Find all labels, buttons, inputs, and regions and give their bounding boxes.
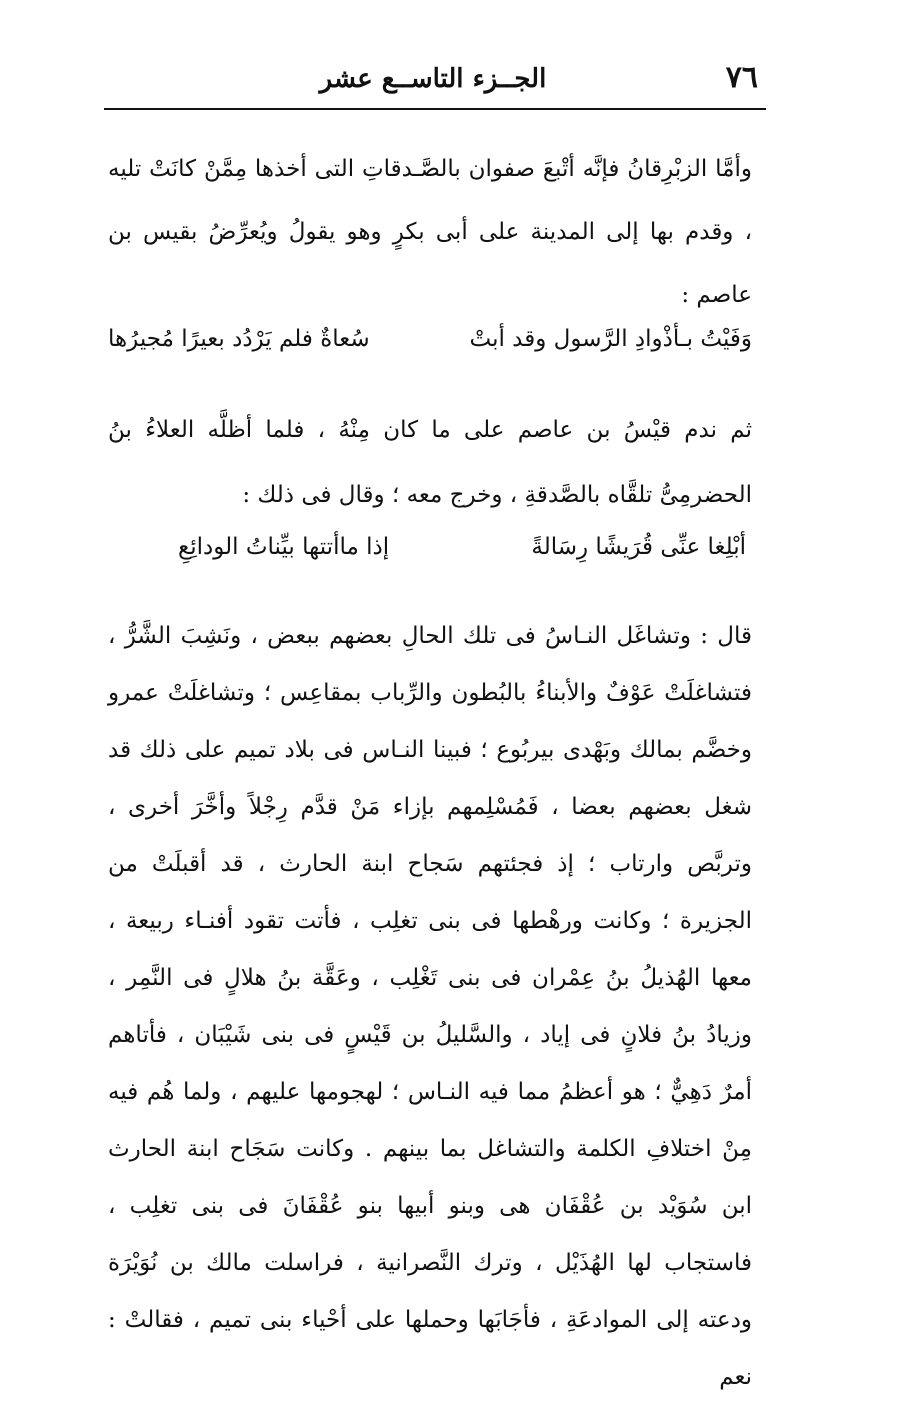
header-divider (104, 108, 766, 110)
paragraph-3: قال : وتشاغَل النـاسُ فى تلك الحالِ بعضهم ببعض ، ونَشِبَ الشَّرُّ ، فتشاغلَتْ عَوْفٌ والأبناءُ بالبُطون والرِّباب بمقاعِس ؛ وتشاغلَتْ عمرو وخضَّم بمالك وبَهْدى بيربُوع ؛ فبينا النـاس فى بلاد تميم على ذلك قد شغل بعضهم بعضا ، فَمُسْلِمهم بإزاء مَنْ قدَّم رِجْلاً وأخَّرَ أخرى ، وتربَّص وارتاب ؛ إذ فجئتهم سَجاح ابنة الحارث ، قد أقبلَتْ من الجزيرة ؛ وكانت ورهْطها فى بنى تغلِب ، فأتت تقود أفنـاء ربيعة ، معها الهُذيلُ بنُ عِمْران فى بنى تَغْلِب ، وعَقَّة بنُ هلالٍ فى النَّمِر ، وزيادُ بنُ فلانٍ فى إياد ، والسَّليلُ بن قَيْسٍ فى بنى شَيْبَان ، فأتاهم أمرٌ دَهِيٌّ ؛ هو أعظمُ مما فيه النـاس ؛ لهجومها عليهم ، ولما هُم فيه مِنْ اختلافِ الكلمة والتشاغل بما بينهم . وكانت سَجَاح ابنة الحارث ابن سُوَيْد بن عُقْفَان هى وبنو أبيها بنو عُقْفَانَ فى بنى تغلِب ، فاستجاب لها الهُذَيْل ، وترك النَّصرانية ، فراسلت مالك بن نُوَيْرَة ودعته إلى الموادعَةِ ، فأجَابَها وحملها على أحْياء بنى تميم ، فقالتْ : نعم (108, 623, 752, 1390)
verse-1-second-hemistich: سُعاةٌ فلم يَرْدُد بعيرًا مُجيرُها (108, 326, 370, 352)
verse-1-first-hemistich: وَفَيْتُ بـأذْوادِ الرَّسول وقد أبتْ (469, 326, 752, 352)
paragraph-2: ثم ندم قيْسُ بن عاصم على ما كان مِنْهُ ، فلما أظلَّه العلاءُ بنُ الحضرمِىُّ تلقَّاه بالصَّدقةِ ، وخرج معه ؛ وقال فى ذلك : (108, 417, 752, 508)
verse-2 (108, 534, 752, 584)
verse-1 (108, 326, 752, 376)
verse-2-first-hemistich: أبْلِغا عنِّى قُرَيشًا رِسَالةً (531, 534, 746, 560)
verse-2-second-hemistich: إذا ماأتتها بيِّناتُ الودائِعِ (178, 534, 390, 560)
page-header (108, 58, 758, 102)
running-title: الجــزء التاســع عشر (319, 64, 547, 94)
paragraph-1: وأمَّا الزبْرِقانُ فإنَّه أتْبعَ صفوان بالصَّـدقاتِ التى أخذها مِمَّنْ كانَتْ تليه ، وقدم بها إلى المدينة على أبى بكرٍ وهو يقولُ ويُعرِّضُ بقيس بن عاصم : (108, 156, 752, 308)
page-number: ٧٦ (725, 60, 758, 95)
